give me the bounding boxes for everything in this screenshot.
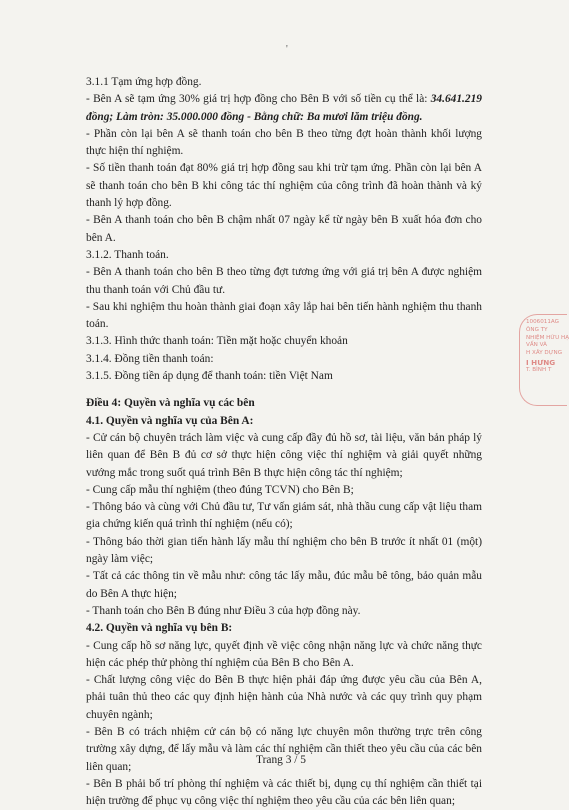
- stamp-line: NHIỆM HỮU HẠ: [526, 334, 569, 341]
- paragraph: - Sau khi nghiệm thu hoàn thành giai đoạn xây lắp hai bên tiến hành nghiệm thu thanh toán.: [86, 300, 482, 331]
- paragraph: 3.1.4. Đồng tiền thanh toán:: [86, 352, 214, 365]
- paragraph: - Thanh toán cho Bên B đúng như Điều 3 của hợp đồng này.: [86, 604, 361, 617]
- paragraph: - Tất cả các thông tin về mẫu như: công tác lấy mẫu, đúc mẫu bê tông, bảo quản mẫu do Bên A thực hiện;: [86, 570, 482, 600]
- stamp-line: VẤN VÀ: [526, 342, 547, 349]
- paragraph: Điều 4: Quyền và nghĩa vụ các bên: [86, 397, 255, 410]
- paragraph: - Thông báo thời gian tiến hành lấy mẫu thí nghiệm cho bên B trước ít nhất 01 (một) ngày làm việc;: [86, 535, 482, 566]
- stamp-line: I HƯNG: [526, 357, 556, 367]
- stamp-line: T. BÌNH T: [526, 366, 552, 373]
- paragraph: 3.1.2. Thanh toán.: [86, 248, 169, 261]
- paragraph: - Bên A thanh toán cho bên B theo từng đợt tương ứng với giá trị bên A được nghiệm thu thanh toán với Chủ đầu tư.: [86, 266, 482, 296]
- paragraph: [86, 91, 482, 126]
- paragraph: 3.1.1 Tạm ứng hợp đồng.: [86, 76, 202, 88]
- stamp-line: H XÂY DỰNG: [526, 350, 563, 357]
- paragraph: - Bên A thanh toán cho bên B chậm nhất 07 ngày kể từ ngày bên B xuất hóa đơn cho bên A.: [86, 214, 482, 244]
- company-stamp: [519, 314, 567, 406]
- paragraph: - Cử cán bộ chuyên trách làm việc và cung cấp đầy đủ hồ sơ, tài liệu, văn bản pháp lý liên quan để Bên B đủ cơ sở thực hiện công việc thí nghiệm và giải quyết những vướng mắc trong suốt quá trình Bên B thực hiện công tác thí nghiệm;: [86, 431, 482, 479]
- paragraph-segment: - Bên A sẽ tạm ứng 30% giá trị hợp đồng cho Bên B với số tiền cụ thể là:: [86, 93, 431, 106]
- paragraph: - Phần còn lại bên A sẽ thanh toán cho bên B theo từng đợt hoàn thành khối lượng thực hiện thí nghiệm.: [86, 127, 482, 158]
- paragraph: 3.1.3. Hình thức thanh toán: Tiền mặt hoặc chuyển khoản: [86, 335, 348, 348]
- page-number: Trang 3 / 5: [256, 754, 306, 766]
- paragraph: - Số tiền thanh toán đạt 80% giá trị hợp đồng sau khi trừ tạm ứng. Phần còn lại bên A sẽ thanh toán cho bên B khi công tác thí nghiệm của công trình đã hoàn thành và ký thanh lý hợp đồng.: [86, 162, 482, 210]
- document-body: [86, 74, 482, 810]
- paragraph: 3.1.5. Đồng tiền áp dụng để thanh toán: tiền Việt Nam: [86, 370, 333, 383]
- paragraph: - Bên B có trách nhiệm cử cán bộ có năng lực chuyên môn thường trực trên công trường xây dựng, để lấy mẫu và làm các thí nghiệm cần thiết theo yêu cầu của các bên liên quan;: [86, 725, 482, 773]
- paragraph: - Bên B phải bố trí phòng thí nghiệm và các thiết bị, dụng cụ thí nghiệm cần thiết tại hiện trường để phục vụ công việc thí nghiệm theo yêu cầu của các bên liên quan;: [86, 777, 482, 808]
- paragraph-segment: 34.641.219 đồng; Làm tròn: 35.000.000 đồng - Bằng chữ: Ba mươi lăm triệu đồng.: [86, 93, 482, 123]
- paragraph: - Cung cấp hồ sơ năng lực, quyết định về việc công nhận năng lực và chức năng thực hiện các phép thử phòng thí nghiệm của Bên B cho Bên A.: [86, 639, 482, 669]
- stamp-line: 1006011AG: [526, 319, 559, 325]
- top-mark: ': [286, 44, 288, 55]
- paragraph: - Chất lượng công việc do Bên B thực hiện phải đáp ứng được yêu cầu của Bên A, phải tuân thủ theo các quy định hiện hành của Nhà nước và các quy trình quy phạm chuyên ngành;: [86, 674, 482, 721]
- paragraph: - Thông báo và cùng với Chủ đầu tư, Tư vấn giám sát, nhà thầu cung cấp vật liệu tham gia chứng kiến quá trình thí nghiệm (nếu có);: [86, 501, 482, 531]
- paragraph: 4.1. Quyền và nghĩa vụ của Bên A:: [86, 414, 254, 427]
- paragraph: 4.2. Quyền và nghĩa vụ bên B:: [86, 622, 233, 635]
- paragraph: - Cung cấp mẫu thí nghiệm (theo đúng TCVN) cho Bên B;: [86, 483, 354, 496]
- stamp-line: ÔNG TY: [526, 326, 548, 333]
